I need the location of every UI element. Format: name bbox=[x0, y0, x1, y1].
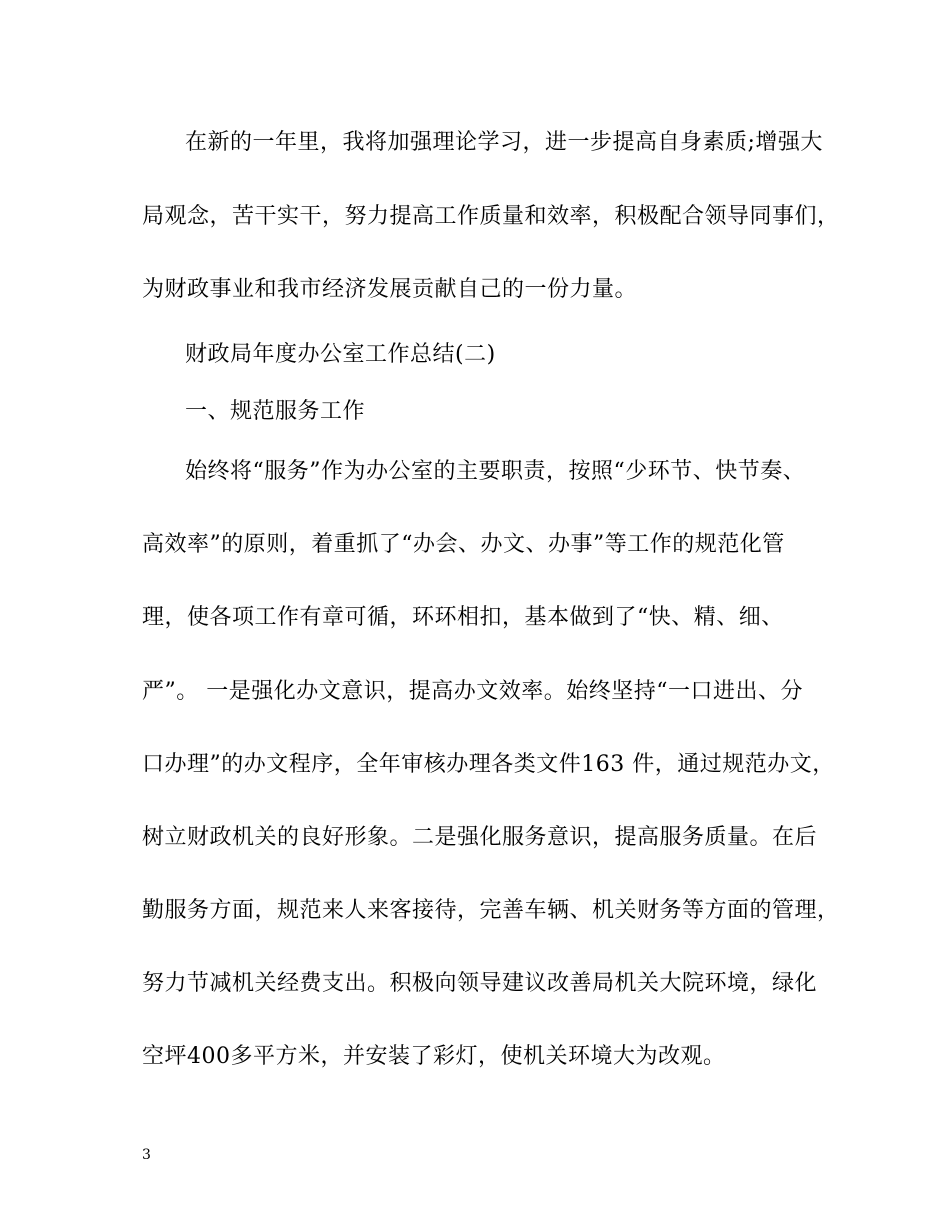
paragraph-line: 高效率”的原则，着重抓了“办会、办文、办事”等工作的规范化管 bbox=[142, 532, 785, 557]
paragraph-line: 为财政事业和我市经济发展贡献自己的一份力量。 bbox=[142, 277, 638, 302]
paragraph-line: 始终将“服务”作为办公室的主要职责，按照“少环节、快节奏、 bbox=[185, 459, 806, 484]
paragraph-line: 口办理”的办文程序，全年审核办理各类文件163 件，通过规范办文， bbox=[142, 752, 835, 777]
page-number: 3 bbox=[142, 1147, 151, 1163]
paragraph-line: 树立财政机关的良好形象。二是强化服务意识，提高服务质量。在后 bbox=[142, 825, 818, 850]
paragraph-line: 局观念，苦干实干，努力提高工作质量和效率，积极配合领导同事们， bbox=[142, 204, 840, 229]
paragraph-line: 努力节减机关经费支出。积极向领导建议改善局机关大院环境，绿化 bbox=[142, 971, 818, 996]
paragraph-line: 严”。 一是强化办文意识，提高办文效率。始终坚持“一口进出、分 bbox=[142, 679, 803, 704]
section-title: 财政局年度办公室工作总结(二) bbox=[185, 342, 496, 367]
section-heading: 一、规范服务工作 bbox=[185, 399, 366, 424]
paragraph-line: 勤服务方面，规范来人来客接待，完善车辆、机关财务等方面的管理， bbox=[142, 898, 840, 923]
paragraph-line: 理，使各项工作有章可循，环环相扣，基本做到了“快、精、细、 bbox=[142, 605, 784, 630]
paragraph-line: 在新的一年里，我将加强理论学习，进一步提高自身素质;增强大 bbox=[185, 130, 823, 155]
paragraph-line: 空坪400多平方米，并安装了彩灯，使机关环境大为改观。 bbox=[142, 1044, 726, 1069]
